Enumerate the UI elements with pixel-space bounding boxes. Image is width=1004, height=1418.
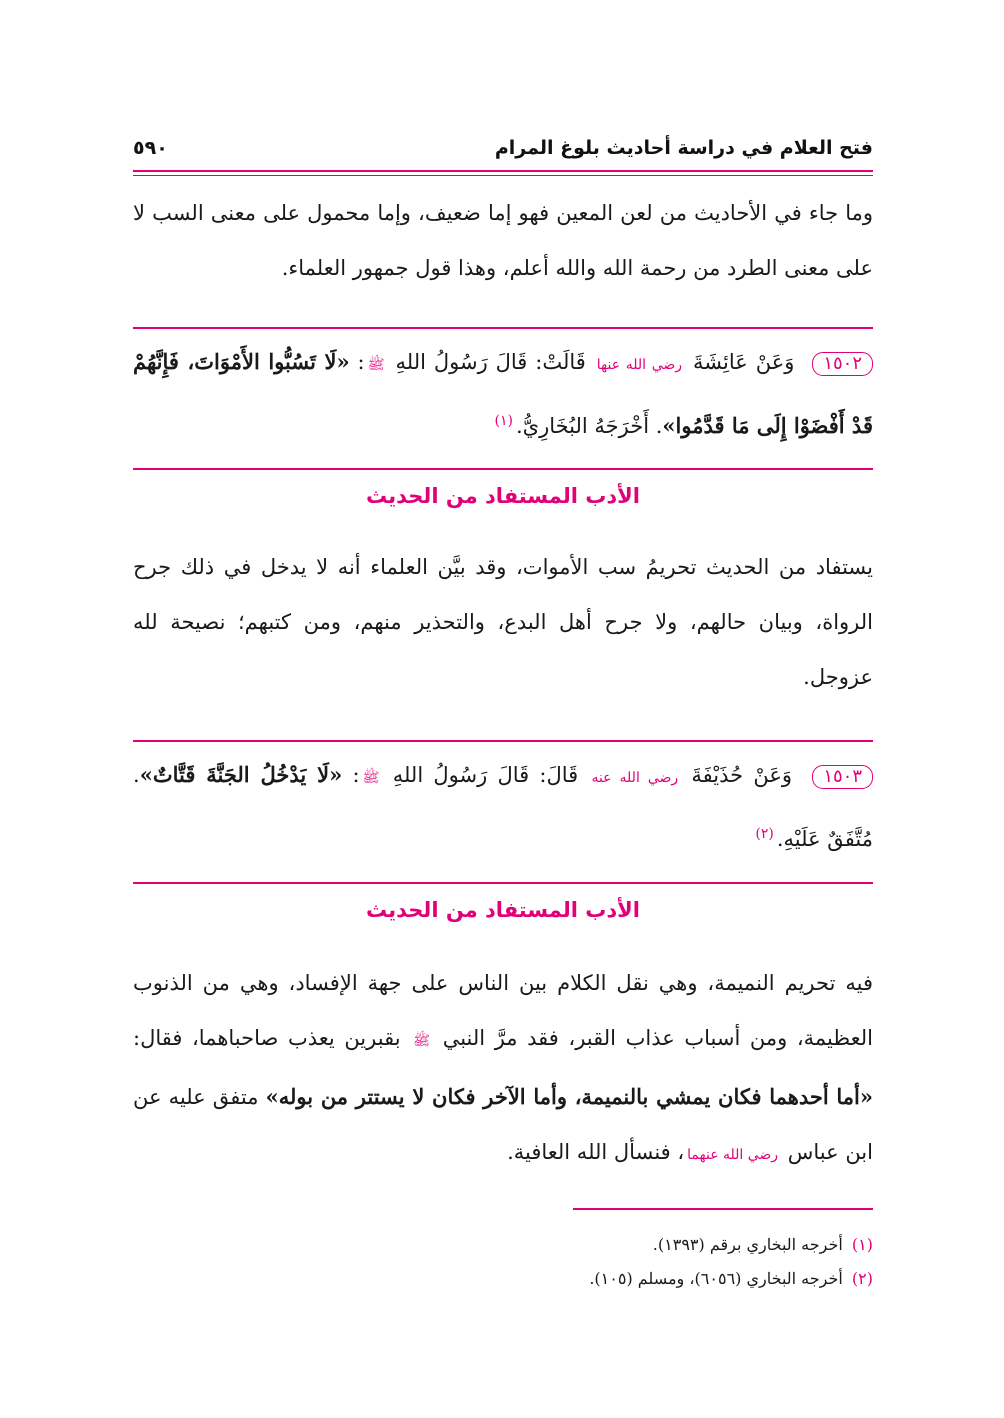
hadith-1502-bottom-rule	[133, 468, 873, 470]
book-title: فتح العلام في دراسة أحاديث بلوغ المرام	[494, 137, 873, 159]
hadith-said: قَالَتْ: قَالَ رَسُولُ اللهِ	[395, 350, 586, 374]
section-title: الأدب المستفاد من الحديث	[366, 484, 640, 508]
header-rule-thin	[133, 175, 873, 176]
prophet-honorific: ﷺ	[413, 1033, 431, 1049]
hadith-1503-top-rule	[133, 740, 873, 742]
narrator-honorific: رضي الله عنه	[591, 770, 679, 786]
footnote-ref: (١)	[494, 413, 513, 429]
hadith-1503-bottom-rule	[133, 882, 873, 884]
section-title: الأدب المستفاد من الحديث	[366, 898, 640, 922]
page-number: ٥٩٠	[133, 137, 168, 159]
footnote: (٢) أخرجه البخاري (٦٠٥٦)، ومسلم (١٠٥).	[589, 1269, 873, 1288]
section-1-text: يستفاد من الحديث تحريمُ سب الأموات، وقد بيَّن العلماء أنه لا يدخل في ذلك جرح الرواة، وبيان حالهم، ولا جرح أهل البدع، والتحذير منهم، ومن كتبهم؛ نصيحة لله عزوجل.	[133, 555, 873, 689]
hadith-source: . مُتَّفَقٌ عَلَيْهِ.	[133, 763, 873, 851]
narrator-honorific: رضي الله عنها	[596, 357, 683, 373]
quote: «أما أحدهما فكان يمشي بالنميمة، وأما الآخر فكان لا يستتر من بوله»	[265, 1084, 874, 1109]
hadith-said: قَالَ: قَالَ رَسُولُ اللهِ	[392, 763, 579, 787]
hadith-1502: ١٥٠٢ وَعَنْ عَائِشَةَ رضي الله عنها قَالَتْ: قَالَ رَسُولُ اللهِ ﷺ: «لَا تَسُبُّوا الأَمْوَاتَ، فَإِنَّهُمْ قَدْ أَفْضَوْا إِلَى مَا قَدَّمُوا». أَخْرَجَهُ البُخَارِيُّ.$^{(١)}$	[133, 349, 873, 438]
footnote-ref: (٢)	[755, 826, 774, 842]
section-2-text: فيه تحريم النميمة، وهي نقل الكلام بين الناس على جهة الإفساد، وهي من الذنوب العظيمة، ومن أسباب عذاب القبر، فقد مرَّ النبي ﷺ بقبرين يعذب صاحباهما، فقال: «أما أحدهما فكان يمشي بالنميمة، وأما الآخر فكان لا يستتر من بوله» متفق عليه عن ابن عباس رضي الله عنهما، فنسأل الله العافية.	[133, 971, 874, 1164]
hadith-number-badge: ١٥٠٣	[812, 765, 873, 789]
hadith-1502-top-rule	[133, 327, 873, 329]
footnotes	[133, 1228, 873, 1296]
hadith-1503: ١٥٠٣ وَعَنْ حُذَيْفَةَ رضي الله عنه قَالَ: قَالَ رَسُولُ اللهِ ﷺ: «لَا يَدْخُلُ الجَنَّةَ قَتَّاتٌ». مُتَّفَقٌ عَلَيْهِ.$^{(٢)}$	[133, 762, 873, 851]
intro-paragraph: وما جاء في الأحاديث من لعن المعين فهو إما ضعيف، وإما محمول على معنى السب لا على معنى الطرد من رحمة الله والله أعلم، وهذا قول جمهور العلماء.	[133, 201, 873, 280]
footnote-rule	[573, 1208, 873, 1210]
hadith-quote: «لَا يَدْخُلُ الجَنَّةَ قَتَّاتٌ»	[139, 762, 343, 787]
hadith-number-badge: ١٥٠٢	[812, 352, 873, 376]
hadith-quote: «لَا تَسُبُّوا الأَمْوَاتَ، فَإِنَّهُمْ قَدْ أَفْضَوْا إِلَى مَا قَدَّمُوا»	[133, 349, 873, 438]
companion-honorific: رضي الله عنهما	[687, 1147, 779, 1163]
footnote: (١) أخرجه البخاري برقم (١٣٩٣).	[652, 1235, 873, 1254]
running-head	[133, 128, 873, 168]
hadith-narrator: وَعَنْ عَائِشَةَ	[693, 350, 795, 374]
hadith-source: . أَخْرَجَهُ البُخَارِيُّ.	[515, 414, 663, 438]
prophet-honorific: ﷺ	[362, 770, 380, 786]
book-page	[133, 0, 873, 1418]
prophet-honorific: ﷺ	[367, 357, 385, 373]
header-rule-thick	[133, 170, 873, 172]
hadith-narrator: وَعَنْ حُذَيْفَةَ	[691, 763, 793, 787]
